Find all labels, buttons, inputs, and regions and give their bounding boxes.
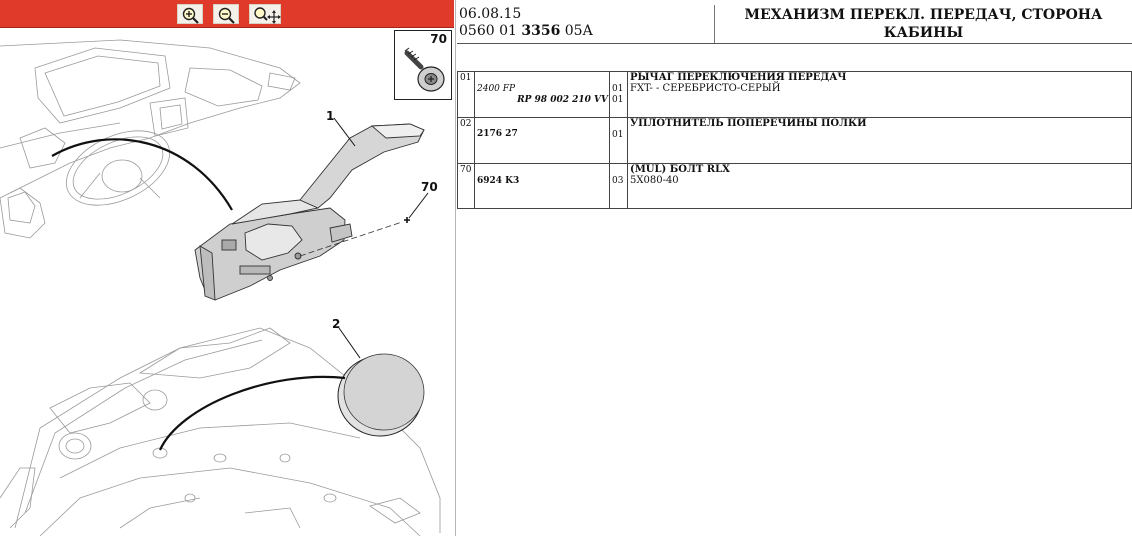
- zoom-out-icon: [214, 5, 240, 25]
- table-row[interactable]: [457, 72, 1132, 117]
- diagram-toolbar: [0, 0, 454, 28]
- header-meta: [457, 5, 715, 43]
- zoom-in-icon: [178, 5, 204, 25]
- header-code-suffix: 05A: [560, 23, 593, 39]
- zoom-in-button[interactable]: [177, 4, 203, 24]
- header-code: [459, 23, 714, 40]
- fastener-inset-label: 70: [430, 32, 447, 46]
- header-code-prefix: 0560 01: [459, 23, 522, 39]
- callout-lever: 1: [326, 109, 335, 123]
- parts-table: [457, 71, 1132, 209]
- exploded-view-drawing: [0, 28, 454, 536]
- part-reference: [475, 164, 610, 208]
- part-quantity: [610, 164, 628, 208]
- fastener-inset: [394, 30, 452, 100]
- part-number: 02: [457, 118, 475, 163]
- diagram-panel: [0, 0, 456, 536]
- part-description: [628, 118, 1132, 163]
- part-qty-primary: 03: [612, 176, 624, 186]
- part-ref-primary: 2176 27: [477, 129, 518, 139]
- part-number: 70: [457, 164, 475, 208]
- zoom-out-button[interactable]: [213, 4, 239, 24]
- part-qty-primary: 01: [612, 84, 624, 94]
- part-description: [628, 164, 1132, 208]
- header-date: 06.08.15: [459, 6, 522, 22]
- part-reference: [475, 118, 610, 163]
- part-description: [628, 72, 1132, 117]
- part-reference: [475, 72, 610, 117]
- callout-seal: 2: [332, 317, 341, 331]
- part-name: УПЛОТНИТЕЛЬ ПОПЕРЕЧИНЫ ПОЛКИ: [630, 118, 867, 129]
- part-ref-secondary: RP 98 002 210 VV: [517, 95, 608, 105]
- part-ref-primary: 6924 K3: [477, 176, 520, 186]
- zoom-pan-icon: [250, 5, 282, 25]
- part-qty-primary: 01: [612, 130, 624, 140]
- screw-icon: [399, 45, 449, 97]
- part-name: (MUL) БОЛТ RLX: [630, 164, 730, 175]
- part-number: 01: [457, 72, 475, 117]
- callout-fastener: 70: [421, 180, 438, 194]
- parts-panel: [457, 0, 1132, 536]
- part-name: РЫЧАГ ПЕРЕКЛЮЧЕНИЯ ПЕРЕДАЧ: [630, 72, 847, 83]
- part-quantity: [610, 118, 628, 163]
- page-title: МЕХАНИЗМ ПЕРЕКЛ. ПЕРЕДАЧ, СТОРОНА КАБИНЫ: [744, 7, 1103, 41]
- header-code-bold: 3356: [521, 23, 561, 39]
- zoom-pan-button[interactable]: [249, 4, 281, 24]
- part-qty-secondary: 01: [612, 95, 624, 105]
- part-detail: FXT- - СЕРЕБРИСТО-СЕРЫЙ: [630, 83, 781, 94]
- part-detail: 5X080-40: [630, 175, 679, 186]
- table-row[interactable]: [457, 163, 1132, 208]
- part-quantity: [610, 72, 628, 117]
- part-ref-primary: 2400 FP: [477, 84, 516, 94]
- table-row[interactable]: [457, 117, 1132, 163]
- header-divider: [457, 43, 1132, 44]
